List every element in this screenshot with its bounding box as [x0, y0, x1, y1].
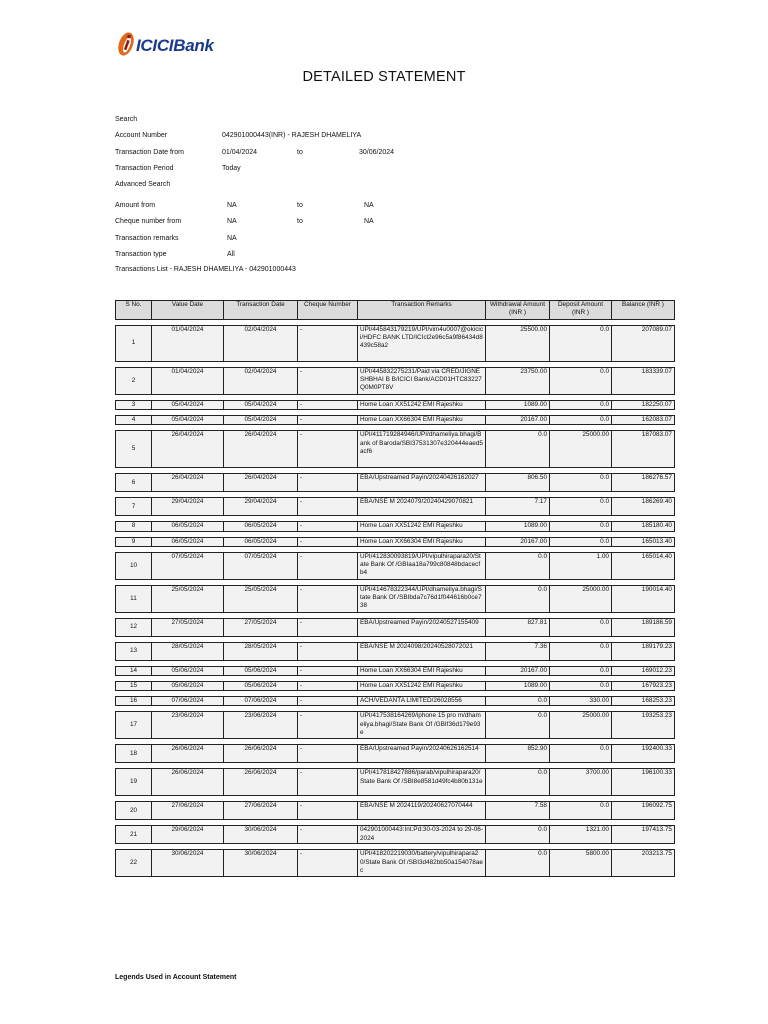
cell-cheque-number: - [298, 682, 358, 691]
cell-value-date: 26/04/2024 [152, 474, 224, 492]
cell-balance: 165014.40 [612, 552, 675, 579]
period-value: Today [222, 165, 241, 172]
table-row [116, 618, 675, 636]
cell-deposit: 0.0 [550, 666, 612, 675]
type-value: All [227, 251, 235, 258]
cell-sno: 5 [116, 431, 152, 468]
cell-value-date: 26/06/2024 [152, 745, 224, 763]
amount-to-value: NA [364, 202, 374, 209]
cell-sno: 9 [116, 537, 152, 546]
cell-sno: 17 [116, 712, 152, 739]
cell-transaction-date: 29/04/2024 [224, 498, 298, 516]
cell-transaction-date: 05/06/2024 [224, 682, 298, 691]
cell-value-date: 25/05/2024 [152, 585, 224, 612]
cell-withdrawal: 827.81 [486, 618, 550, 636]
cell-remarks: ACH/VEDANTA LIMITED/26028556 [358, 697, 486, 706]
cell-remarks: EBA/Upstreamed Payin/20240527155409 [358, 618, 486, 636]
cell-transaction-date: 02/04/2024 [224, 326, 298, 362]
cell-value-date: 30/06/2024 [152, 850, 224, 877]
cell-transaction-date: 25/05/2024 [224, 585, 298, 612]
cell-cheque-number: - [298, 769, 358, 796]
cell-sno: 1 [116, 326, 152, 362]
date-to-word: to [297, 149, 303, 156]
cell-withdrawal: 25500.00 [486, 326, 550, 362]
cell-sno: 4 [116, 416, 152, 425]
cell-cheque-number: - [298, 401, 358, 410]
cell-withdrawal: 1089.00 [486, 682, 550, 691]
cell-value-date: 26/04/2024 [152, 431, 224, 468]
cell-value-date: 27/05/2024 [152, 618, 224, 636]
cell-balance: 167923.23 [612, 682, 675, 691]
cell-deposit: 0.0 [550, 618, 612, 636]
table-row [116, 401, 675, 410]
cell-sno: 21 [116, 826, 152, 844]
remarks-label: Transaction remarks [115, 235, 179, 242]
table-row [116, 850, 675, 877]
cell-cheque-number: - [298, 712, 358, 739]
cell-value-date: 07/05/2024 [152, 552, 224, 579]
cell-cheque-number: - [298, 368, 358, 395]
date-from-value: 01/04/2024 [222, 149, 258, 156]
cell-transaction-date: 05/06/2024 [224, 666, 298, 675]
cell-cheque-number: - [298, 618, 358, 636]
cell-withdrawal: 0.0 [486, 431, 550, 468]
cell-value-date: 01/04/2024 [152, 326, 224, 362]
table-row [116, 712, 675, 739]
cell-remarks: UPI/445843179219/UPI/vim4u0007@okicici/HDFC BANK LTD/ICIcl2e96c5a9f86434d8439c58a2 [358, 326, 486, 362]
cell-withdrawal: 20167.00 [486, 416, 550, 425]
cheque-from-value: NA [227, 218, 237, 225]
cell-cheque-number: - [298, 552, 358, 579]
cell-sno: 6 [116, 474, 152, 492]
amount-from-value: NA [227, 202, 237, 209]
cell-cheque-number: - [298, 745, 358, 763]
cell-cheque-number: - [298, 474, 358, 492]
cell-deposit: 0.0 [550, 745, 612, 763]
cell-remarks: Home Loan XX51242 EMI Rajeshku [358, 401, 486, 410]
cell-sno: 20 [116, 802, 152, 820]
cell-remarks: UPI/412830093819/UPI/vipulhirapara20/State Bank Of /GBIaa18a799c80848bdacecfb4 [358, 552, 486, 579]
cell-sno: 22 [116, 850, 152, 877]
cell-deposit: 3700.00 [550, 769, 612, 796]
cell-transaction-date: 26/06/2024 [224, 769, 298, 796]
cell-balance: 183339.07 [612, 368, 675, 395]
cell-remarks: UPI/411719284946/UPI/dhameliya.bhagi/Bank of Baroda/SBI37531307e320444eaed5acf6 [358, 431, 486, 468]
col-header-cheque-number: Cheque Number [298, 301, 358, 320]
cell-deposit: 1.00 [550, 552, 612, 579]
cell-cheque-number: - [298, 802, 358, 820]
cell-remarks: 042901000443:Int.Pd:30-03-2024 to 29-06-2024 [358, 826, 486, 844]
legend-heading: Legends Used in Account Statement [115, 974, 237, 981]
cell-deposit: 0.0 [550, 522, 612, 531]
cell-withdrawal: 0.0 [486, 826, 550, 844]
cell-cheque-number: - [298, 666, 358, 675]
cell-balance: 165013.40 [612, 537, 675, 546]
cell-deposit: 330.00 [550, 697, 612, 706]
cell-transaction-date: 28/05/2024 [224, 642, 298, 660]
cell-withdrawal: 1089.00 [486, 401, 550, 410]
cell-deposit: 0.0 [550, 416, 612, 425]
cheque-to-word: to [297, 218, 303, 225]
cell-withdrawal: 7.17 [486, 498, 550, 516]
cell-deposit: 25000.00 [550, 585, 612, 612]
cell-value-date: 06/05/2024 [152, 537, 224, 546]
cell-value-date: 05/04/2024 [152, 416, 224, 425]
cell-remarks: EBA/Upstreamed Payin/20240626162514 [358, 745, 486, 763]
cell-balance: 162083.07 [612, 416, 675, 425]
cheque-to-value: NA [364, 218, 374, 225]
cell-balance: 169012.23 [612, 666, 675, 675]
cell-value-date: 01/04/2024 [152, 368, 224, 395]
cell-balance: 190014.40 [612, 585, 675, 612]
amount-to-word: to [297, 202, 303, 209]
cell-withdrawal: 0.0 [486, 552, 550, 579]
cell-cheque-number: - [298, 416, 358, 425]
cell-value-date: 27/06/2024 [152, 802, 224, 820]
cell-withdrawal: 852.90 [486, 745, 550, 763]
cell-cheque-number: - [298, 850, 358, 877]
cell-deposit: 0.0 [550, 498, 612, 516]
cell-remarks: UPI/414678322344/UPI/dhameliya.bhagi/State Bank Of /SBIbda7c76d1f044616b0ce738 [358, 585, 486, 612]
cell-deposit: 0.0 [550, 682, 612, 691]
cell-deposit: 0.0 [550, 537, 612, 546]
col-header-value-date: Value Date [152, 301, 224, 320]
cell-value-date: 05/06/2024 [152, 666, 224, 675]
table-row [116, 642, 675, 660]
col-header-remarks: Transaction Remarks [358, 301, 486, 320]
account-label: Account Number [115, 132, 168, 139]
table-row [116, 552, 675, 579]
logo-icici-text: ICICI [136, 36, 174, 55]
cell-sno: 3 [116, 401, 152, 410]
cell-balance: 196100.33 [612, 769, 675, 796]
cell-sno: 12 [116, 618, 152, 636]
col-header-balance: Balance (INR ) [612, 301, 675, 320]
type-label: Transaction type [115, 251, 167, 258]
transactions-body [116, 320, 675, 877]
cell-balance: 185180.40 [612, 522, 675, 531]
cell-remarks: UPI/417538164269/iphone 15 pro m/dhameliya.bhagi/State Bank Of /GBIf36d179e93e [358, 712, 486, 739]
cell-deposit: 25000.00 [550, 431, 612, 468]
col-header-sno: S No. [116, 301, 152, 320]
account-value: 042901000443(INR) - RAJESH DHAMELIYA [222, 132, 362, 139]
cell-deposit: 0.0 [550, 802, 612, 820]
cell-value-date: 23/06/2024 [152, 712, 224, 739]
table-row [116, 326, 675, 362]
cell-remarks: EBA/NSE M 2024098/20240528072021 [358, 642, 486, 660]
cell-withdrawal: 7.58 [486, 802, 550, 820]
cell-cheque-number: - [298, 431, 358, 468]
cell-deposit: 0.0 [550, 642, 612, 660]
cell-cheque-number: - [298, 498, 358, 516]
logo-bank-text: Bank [173, 36, 214, 55]
cell-sno: 16 [116, 697, 152, 706]
icici-logo-icon [116, 30, 138, 58]
transactions-table [115, 300, 675, 877]
page-title: DETAILED STATEMENT [302, 69, 466, 85]
cell-remarks: UPI/445832275231/Paid via CRED/JIGNESHBHAI B B/ICICI Bank/ACD01HTC83227Q0M0PT8V [358, 368, 486, 395]
cell-cheque-number: - [298, 585, 358, 612]
cell-remarks: Home Loan XX66304 EMI Rajeshku [358, 416, 486, 425]
table-row [116, 697, 675, 706]
cell-transaction-date: 27/06/2024 [224, 802, 298, 820]
transactions-list-heading: Transactions List - RAJESH DHAMELIYA - 042901000443 [115, 266, 296, 273]
table-header-row [116, 301, 675, 320]
cell-remarks: Home Loan XX51242 EMI Rajeshku [358, 522, 486, 531]
cell-transaction-date: 05/04/2024 [224, 401, 298, 410]
cell-remarks: UPI/417818427886/parab/vipulhirapara20/State Bank Of /SBI8e8581d49fc4b80b131e [358, 769, 486, 796]
cell-sno: 14 [116, 666, 152, 675]
cell-remarks: Home Loan XX51242 EMI Rajeshku [358, 682, 486, 691]
date-range-label: Transaction Date from [115, 149, 184, 156]
cell-sno: 15 [116, 682, 152, 691]
cell-value-date: 29/06/2024 [152, 826, 224, 844]
logo-wordmark [136, 36, 214, 56]
cell-transaction-date: 23/06/2024 [224, 712, 298, 739]
period-label: Transaction Period [115, 165, 174, 172]
cell-balance: 186269.40 [612, 498, 675, 516]
date-to-value: 30/06/2024 [359, 149, 395, 156]
col-header-transaction-date: Transaction Date [224, 301, 298, 320]
cell-transaction-date: 26/04/2024 [224, 474, 298, 492]
cell-remarks: EBA/Upstreamed Payin/20240426162027 [358, 474, 486, 492]
cell-withdrawal: 0.0 [486, 712, 550, 739]
cell-deposit: 5800.00 [550, 850, 612, 877]
cell-withdrawal: 0.0 [486, 850, 550, 877]
table-row [116, 474, 675, 492]
cell-value-date: 29/04/2024 [152, 498, 224, 516]
cell-withdrawal: 0.0 [486, 585, 550, 612]
cell-value-date: 05/04/2024 [152, 401, 224, 410]
cell-remarks: EBA/NSE M 2024119/20240627070444 [358, 802, 486, 820]
table-row [116, 498, 675, 516]
cell-balance: 196092.75 [612, 802, 675, 820]
cell-transaction-date: 02/04/2024 [224, 368, 298, 395]
cell-value-date: 05/06/2024 [152, 682, 224, 691]
cell-sno: 11 [116, 585, 152, 612]
cell-cheque-number: - [298, 522, 358, 531]
cell-sno: 13 [116, 642, 152, 660]
cell-withdrawal: 20167.00 [486, 666, 550, 675]
cell-deposit: 0.0 [550, 326, 612, 362]
col-header-withdrawal: Withdrawal Amount (INR ) [486, 301, 550, 320]
cell-value-date: 06/05/2024 [152, 522, 224, 531]
cell-withdrawal: 806.50 [486, 474, 550, 492]
cell-transaction-date: 06/05/2024 [224, 522, 298, 531]
table-row [116, 745, 675, 763]
table-row [116, 368, 675, 395]
cell-value-date: 26/06/2024 [152, 769, 224, 796]
cell-value-date: 28/05/2024 [152, 642, 224, 660]
cell-balance: 186276.57 [612, 474, 675, 492]
table-row [116, 537, 675, 546]
cell-value-date: 07/06/2024 [152, 697, 224, 706]
cell-transaction-date: 07/06/2024 [224, 697, 298, 706]
cell-cheque-number: - [298, 826, 358, 844]
cell-transaction-date: 26/06/2024 [224, 745, 298, 763]
table-row [116, 826, 675, 844]
table-row [116, 431, 675, 468]
cell-deposit: 25000.00 [550, 712, 612, 739]
cell-withdrawal: 23750.00 [486, 368, 550, 395]
cell-sno: 7 [116, 498, 152, 516]
cell-sno: 18 [116, 745, 152, 763]
cell-balance: 207089.07 [612, 326, 675, 362]
cell-cheque-number: - [298, 326, 358, 362]
cell-remarks: Home Loan XX66304 EMI Rajeshku [358, 537, 486, 546]
cell-cheque-number: - [298, 697, 358, 706]
cell-balance: 168253.23 [612, 697, 675, 706]
table-row [116, 416, 675, 425]
cell-sno: 10 [116, 552, 152, 579]
cell-sno: 19 [116, 769, 152, 796]
cell-sno: 8 [116, 522, 152, 531]
cell-deposit: 0.0 [550, 368, 612, 395]
cell-transaction-date: 07/05/2024 [224, 552, 298, 579]
cheque-label: Cheque number from [115, 218, 182, 225]
amount-label: Amount from [115, 202, 156, 209]
cell-remarks: Home Loan XX66304 EMI Rajeshku [358, 666, 486, 675]
table-row [116, 522, 675, 531]
cell-transaction-date: 06/05/2024 [224, 537, 298, 546]
table-row [116, 682, 675, 691]
col-header-deposit: Deposit Amount (INR ) [550, 301, 612, 320]
cell-balance: 182250.07 [612, 401, 675, 410]
cell-cheque-number: - [298, 537, 358, 546]
cell-transaction-date: 26/04/2024 [224, 431, 298, 468]
cell-balance: 203213.75 [612, 850, 675, 877]
cell-withdrawal: 7.36 [486, 642, 550, 660]
cell-sno: 2 [116, 368, 152, 395]
cell-balance: 187083.07 [612, 431, 675, 468]
cell-deposit: 0.0 [550, 474, 612, 492]
cell-transaction-date: 05/04/2024 [224, 416, 298, 425]
cell-transaction-date: 30/06/2024 [224, 850, 298, 877]
cell-remarks: EBA/NSE M 2024079/20240429070821 [358, 498, 486, 516]
cell-transaction-date: 30/06/2024 [224, 826, 298, 844]
advanced-search-heading: Advanced Search [115, 181, 171, 188]
cell-balance: 189186.59 [612, 618, 675, 636]
cell-deposit: 0.0 [550, 401, 612, 410]
table-row [116, 769, 675, 796]
cell-balance: 193253.23 [612, 712, 675, 739]
cell-withdrawal: 20167.00 [486, 537, 550, 546]
bank-logo [116, 30, 226, 58]
cell-balance: 197413.75 [612, 826, 675, 844]
table-row [116, 585, 675, 612]
cell-cheque-number: - [298, 642, 358, 660]
cell-withdrawal: 0.0 [486, 697, 550, 706]
remarks-value: NA [227, 235, 237, 242]
cell-remarks: UPI/418202219030/battery/vipulhirapara20/State Bank Of /SBI3d482bb50a154078aec [358, 850, 486, 877]
cell-balance: 192400.33 [612, 745, 675, 763]
cell-withdrawal: 0.0 [486, 769, 550, 796]
table-row [116, 802, 675, 820]
table-row [116, 666, 675, 675]
cell-balance: 189179.23 [612, 642, 675, 660]
cell-withdrawal: 1089.00 [486, 522, 550, 531]
search-heading: Search [115, 116, 138, 123]
cell-transaction-date: 27/05/2024 [224, 618, 298, 636]
cell-deposit: 1321.00 [550, 826, 612, 844]
